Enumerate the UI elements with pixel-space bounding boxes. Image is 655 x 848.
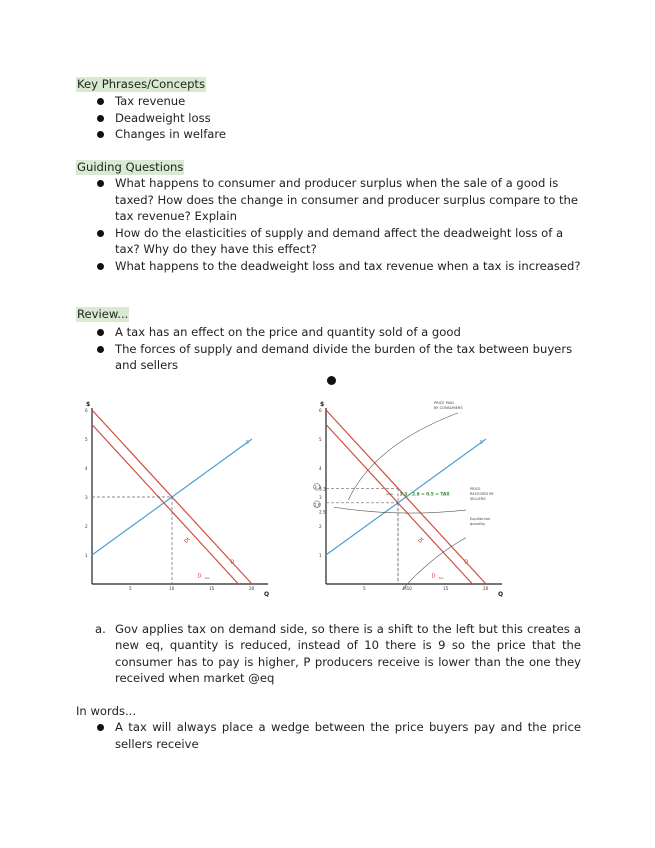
y-tick-label: 5 xyxy=(319,437,322,442)
x-tick-label: 15 xyxy=(209,586,215,591)
series-label-d: D xyxy=(464,559,469,566)
y-tick-label: 1 xyxy=(85,553,88,558)
list-item: What happens to consumer and producer surplus when the sale of a good is taxed? How does the change in consumer and producer surplus compare to the tax revenue? Explain xyxy=(76,175,581,225)
note-price-paid: PRICE PAID xyxy=(434,401,454,405)
series-label-d: D xyxy=(230,559,235,566)
in-words-list xyxy=(76,719,581,752)
y-tick-label: 3.3 xyxy=(319,486,326,492)
bullet-dot xyxy=(327,376,336,385)
list-item: Deadweight loss xyxy=(76,110,581,127)
chart-tax-left xyxy=(78,398,278,603)
price-high-label: 3.3 xyxy=(314,484,321,490)
y-tick-label: 2 xyxy=(319,524,322,529)
annotation-curve-paid xyxy=(348,413,458,500)
example-item xyxy=(95,621,581,686)
y-tick-label: 6 xyxy=(319,408,322,413)
key-phrases-list xyxy=(76,93,581,143)
y-tick-label: 4 xyxy=(319,466,322,471)
note-eq-quantity: quantity xyxy=(470,522,485,527)
list-item: What happens to the deadweight loss and tax revenue when a tax is increased? xyxy=(76,258,581,275)
y-tick-label: 1 xyxy=(319,553,322,558)
x-tick-label: 20 xyxy=(483,586,489,591)
series-label-d-tax-sub: tax xyxy=(204,575,210,580)
series-label-dt: Dt xyxy=(417,536,426,545)
review-list xyxy=(76,324,581,374)
list-item: A tax has an effect on the price and quantity sold of a good xyxy=(76,324,581,341)
demand-tax-line xyxy=(92,425,238,585)
list-item: Changes in welfare xyxy=(76,126,581,143)
y-tick-label: 2.5 xyxy=(319,509,326,515)
y-tick-label: 2 xyxy=(85,524,88,529)
note-price-received: SELLERS xyxy=(470,496,486,501)
annotation-curve-eq xyxy=(334,507,466,513)
x-tick-label: 10 xyxy=(169,586,175,591)
x-tick-label: 15 xyxy=(443,586,449,591)
y-tick-label: 3 xyxy=(85,495,88,500)
in-words-heading: In words... xyxy=(76,704,137,718)
y-axis-label: $ xyxy=(86,401,91,408)
y-tick-label: 6 xyxy=(85,408,88,413)
x-tick-label: 5 xyxy=(363,586,366,591)
chart-tax-right xyxy=(312,398,512,603)
guiding-questions-heading: Guiding Questions xyxy=(77,160,184,174)
x-axis-label: Q xyxy=(498,591,504,598)
x-tick-label: M10 xyxy=(403,586,412,591)
note-price-paid: BY CONSUMERS xyxy=(434,406,463,410)
series-label-d-tax: D xyxy=(431,573,436,580)
tax-equation: 3.3 - 2.8 = 0.5 = TAX xyxy=(399,492,450,498)
list-item: A tax will always place a wedge between the price buyers pay and the price sellers receive xyxy=(76,719,581,752)
y-axis-label: $ xyxy=(320,401,325,408)
list-item: The forces of supply and demand divide the burden of the tax between buyers and sellers xyxy=(76,341,581,374)
x-tick-label: 5 xyxy=(129,586,132,591)
x-tick-label: 20 xyxy=(249,586,255,591)
price-low-label: 2.8 xyxy=(314,502,321,508)
demand-tax-line xyxy=(326,425,472,585)
x-axis-label: Q xyxy=(264,591,270,598)
annotation-curve-qty xyxy=(402,538,469,590)
list-item: How do the elasticities of supply and demand affect the deadweight loss of a tax? Why do they have this effect? xyxy=(76,225,581,258)
example-text: Gov applies tax on demand side, so there is a shift to the left but this creates a new eq, quantity is reduced, instead of 10 there is 9 so the price that the consumer has to pay is higher, P producers receive is lower than the one they received when market @eq xyxy=(115,622,581,685)
series-label-d-tax: D xyxy=(197,573,202,580)
series-label-d-tax-sub: tax xyxy=(438,575,444,580)
key-phrases-heading: Key Phrases/Concepts xyxy=(77,77,206,91)
guiding-questions-list xyxy=(76,175,581,274)
note-price-received: RECEIVED BY xyxy=(470,491,494,496)
series-label-s: S xyxy=(245,439,249,446)
note-price-received: PRICE xyxy=(470,486,481,491)
list-marker: a. xyxy=(95,622,106,636)
y-tick-label: 3 xyxy=(319,495,322,500)
y-tick-label: 5 xyxy=(85,437,88,442)
review-heading: Review... xyxy=(77,307,129,321)
list-item: Tax revenue xyxy=(76,93,581,110)
note-eq-quantity: Equilibrium xyxy=(470,517,491,522)
series-label-dt: Dt xyxy=(183,536,192,545)
series-label-s: S xyxy=(479,439,483,446)
y-tick-label: 4 xyxy=(85,466,88,471)
